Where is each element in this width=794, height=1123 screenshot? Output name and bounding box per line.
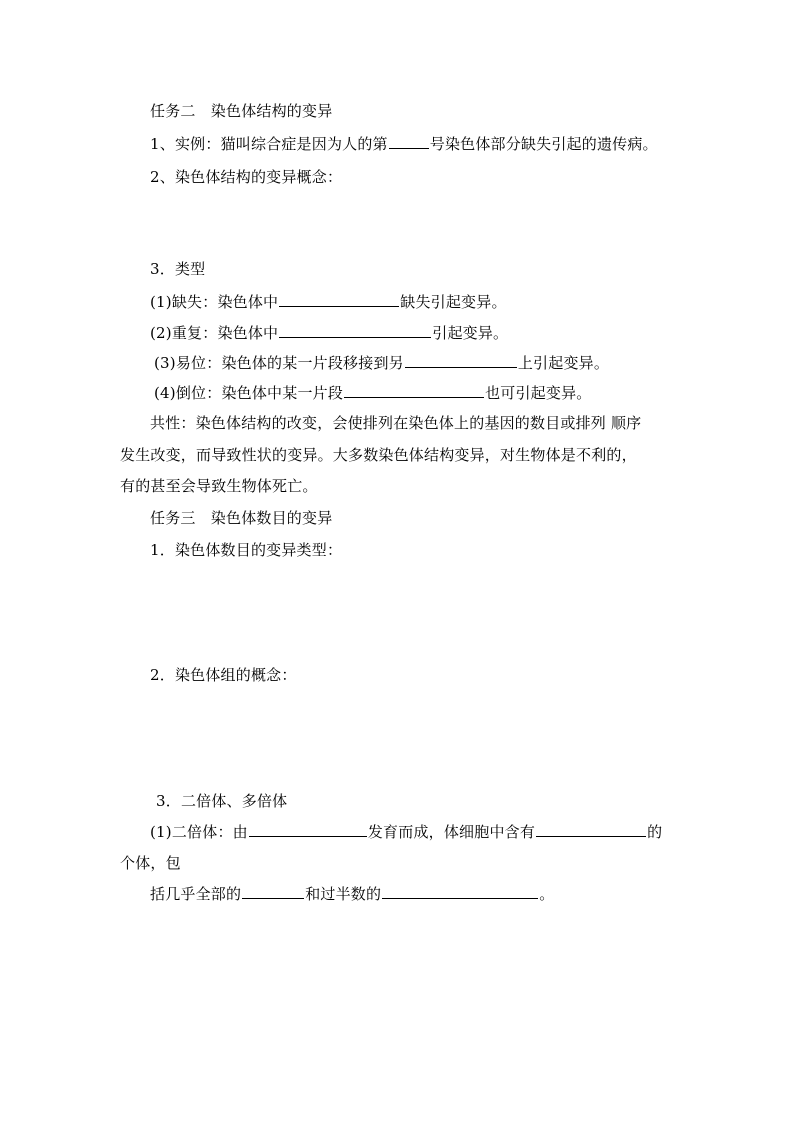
diploid-text-end: 的: [647, 823, 663, 841]
diploid-text-start: (1)二倍体：由: [150, 823, 248, 841]
translocation-text-end: 上引起变异。: [517, 354, 610, 372]
blank-chromosome-number[interactable]: [389, 133, 429, 149]
diploid-line-2: [150, 883, 554, 905]
diploid2-text-end: 。: [539, 885, 555, 903]
inversion-text-start: (4)倒位：染色体中某一片段: [154, 384, 344, 402]
type-duplication: [150, 322, 508, 344]
example-text-start: 1、实例：猫叫综合症是因为人的第: [150, 135, 388, 153]
diploid-text-mid: 发育而成，体细胞中含有: [367, 823, 536, 841]
type-deletion: [150, 291, 507, 313]
deletion-text-end: 缺失引起变异。: [400, 293, 507, 311]
duplication-text-end: 引起变异。: [432, 324, 509, 342]
translocation-text-start: (3)易位：染色体的某一片段移接到另: [154, 354, 404, 372]
type-translocation: [154, 352, 609, 374]
duplication-text-start: (2)重复：染色体中: [150, 324, 279, 342]
task2-title: 任务二 染色体结构的变异: [150, 102, 333, 120]
common-line-3: 有的甚至会导致生物体死亡。: [120, 477, 318, 495]
type-inversion: [154, 382, 591, 404]
polyploid-title: 3．二倍体、多倍体: [156, 792, 288, 810]
blank-plants[interactable]: [382, 883, 538, 899]
blank-duplication[interactable]: [279, 322, 431, 338]
task3-title: 任务三 染色体数目的变异: [150, 509, 333, 527]
deletion-text-start: (1)缺失：染色体中: [150, 293, 279, 311]
diploid2-text-start: 括几乎全部的: [150, 885, 242, 903]
diploid-line-1: [150, 821, 662, 843]
chromosome-set-question: 2．染色体组的概念：: [150, 666, 297, 684]
blank-diploid-sets[interactable]: [536, 821, 646, 837]
inversion-text-end: 也可引起变异。: [485, 384, 592, 402]
common-line-2: 发生改变，而导致性状的变异。大多数染色体结构变异，对生物体是不利的，: [120, 446, 637, 464]
blank-inversion[interactable]: [344, 382, 484, 398]
common-line-1: 共性：染色体结构的改变，会使排列在染色体上的基因的数目或排列 顺序: [150, 414, 642, 432]
blank-deletion[interactable]: [279, 291, 399, 307]
example-text-end: 号染色体部分缺失引起的遗传病。: [429, 135, 658, 153]
blank-translocation[interactable]: [405, 352, 517, 368]
number-variation-question: 1．染色体数目的变异类型：: [150, 541, 343, 559]
blank-diploid-origin[interactable]: [249, 821, 367, 837]
diploid2-text-mid: 和过半数的: [305, 885, 382, 903]
example-line: [150, 133, 658, 155]
concept-line: 2、染色体结构的变异概念：: [150, 168, 343, 186]
diploid-line-wrap: 个体，包: [120, 854, 181, 872]
blank-animals[interactable]: [242, 883, 304, 899]
types-title: 3．类型: [150, 260, 206, 278]
